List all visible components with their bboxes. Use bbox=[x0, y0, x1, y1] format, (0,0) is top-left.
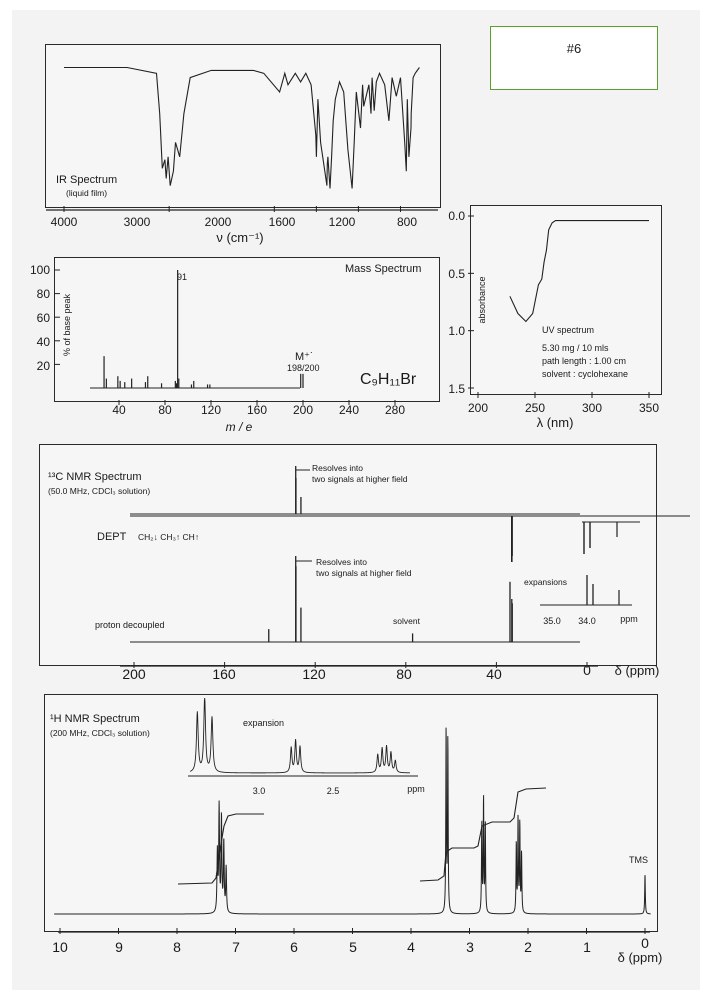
uv-xtick-0: 200 bbox=[467, 401, 489, 415]
ms-mplus-label: M⁺˙ bbox=[295, 351, 314, 363]
uv-note-line-1: path length : 1.00 cm bbox=[542, 356, 627, 366]
ms-xtick-2: 120 bbox=[200, 403, 222, 417]
c13-proton-decoupled: proton decoupled bbox=[95, 620, 165, 630]
problem-number: #6 bbox=[566, 41, 582, 56]
ms-xtick-4: 200 bbox=[292, 403, 314, 417]
uv-xlabel: λ (nm) bbox=[536, 415, 574, 430]
c13-resolves-top-1: Resolves into bbox=[312, 463, 364, 473]
ms-xtick-1: 80 bbox=[158, 403, 172, 417]
ms-title: Mass Spectrum bbox=[345, 263, 422, 275]
ms-xtick-5: 240 bbox=[338, 403, 360, 417]
ms-xtick-6: 280 bbox=[384, 403, 406, 417]
ir-xlabel: ν (cm⁻¹) bbox=[216, 230, 264, 245]
c13-exp-tick-0: 35.0 bbox=[543, 616, 561, 626]
h1-xtick-3: 7 bbox=[232, 939, 240, 955]
h1-exp-tick-0: 3.0 bbox=[252, 786, 266, 796]
ir-tick-4: 1200 bbox=[328, 215, 356, 229]
h1-integral-trace bbox=[178, 788, 546, 884]
ms-ytick-0: 100 bbox=[29, 263, 50, 277]
h1-xlabel: δ (ppm) bbox=[617, 950, 663, 965]
h1-xtick-6: 4 bbox=[407, 939, 415, 955]
c13-solvent-label: solvent bbox=[393, 616, 420, 626]
ms-xtick-0: 40 bbox=[112, 403, 126, 417]
ir-tick-0: 4000 bbox=[50, 215, 78, 229]
c13-resolves-mid-2: two signals at higher field bbox=[316, 568, 412, 578]
uv-xtick-3: 350 bbox=[638, 401, 660, 415]
h1-tms-label: TMS bbox=[629, 855, 648, 865]
uv-ylabel: absorbance bbox=[477, 276, 487, 324]
h1-xtick-8: 2 bbox=[524, 939, 532, 955]
c13-dept-legend: CH₂↓ CH₃↑ CH↑ bbox=[138, 532, 200, 542]
c13-xtick-0: 200 bbox=[122, 666, 146, 682]
h1-xtick-0: 10 bbox=[52, 939, 68, 955]
h1-exp-tick-2: ppm bbox=[407, 784, 425, 794]
h1-expansion-label: expansion bbox=[243, 718, 285, 728]
ir-subtitle: (liquid film) bbox=[66, 188, 108, 198]
uv-note-title: UV spectrum bbox=[542, 325, 595, 335]
uv-ytick-1: 0.5 bbox=[448, 267, 465, 281]
h1-exp-tick-1: 2.5 bbox=[326, 786, 340, 796]
uv-xtick-1: 250 bbox=[524, 401, 546, 415]
h1-title: ¹H NMR Spectrum bbox=[50, 713, 140, 725]
h1-spectrum-line bbox=[54, 728, 651, 914]
c13-xtick-3: 80 bbox=[396, 666, 412, 682]
c13-title: ¹³C NMR Spectrum bbox=[48, 471, 142, 483]
h1-xtick-4: 6 bbox=[290, 939, 298, 955]
ms-mplus-values: 198/200 bbox=[287, 363, 320, 373]
h1-xtick-9: 1 bbox=[583, 939, 591, 955]
c13-dept-label: DEPT bbox=[97, 531, 127, 543]
ir-spectrum-line bbox=[64, 68, 419, 189]
ms-peak-label: 91 bbox=[177, 272, 188, 282]
c13-xtick-5: 0 bbox=[583, 662, 591, 678]
c13-subtitle: (50.0 MHz, CDCl₃ solution) bbox=[48, 486, 151, 496]
h1-xtick-2: 8 bbox=[173, 939, 181, 955]
ir-tick-3: 1600 bbox=[268, 215, 296, 229]
uv-ytick-2: 1.0 bbox=[448, 324, 465, 338]
h1-xtick-7: 3 bbox=[466, 939, 474, 955]
c13-exp-tick-1: 34.0 bbox=[578, 616, 596, 626]
ms-xlabel: m / e bbox=[225, 420, 253, 434]
ir-tick-1: 3000 bbox=[123, 215, 151, 229]
uv-note-line-0: 5.30 mg / 10 mls bbox=[542, 343, 609, 353]
ms-formula: C₉H₁₁Br bbox=[360, 371, 417, 388]
uv-spectrum-line bbox=[510, 221, 649, 322]
h1-xtick-1: 9 bbox=[115, 939, 123, 955]
ir-title: IR Spectrum bbox=[56, 174, 118, 186]
c13-xlabel: δ (ppm) bbox=[614, 663, 660, 678]
c13-xtick-4: 40 bbox=[486, 666, 502, 682]
uv-xtick-2: 300 bbox=[581, 401, 603, 415]
ms-ytick-1: 80 bbox=[36, 287, 50, 301]
ir-tick-2: 2000 bbox=[204, 215, 232, 229]
ms-ytick-4: 20 bbox=[36, 359, 50, 373]
h1-subtitle: (200 MHz, CDCl₃ solution) bbox=[50, 728, 150, 738]
h1-xtick-5: 5 bbox=[349, 939, 357, 955]
c13-resolves-top-2: two signals at higher field bbox=[312, 474, 408, 484]
ms-ytick-3: 40 bbox=[36, 335, 50, 349]
h1-xtick-10: 0 bbox=[641, 935, 649, 951]
ms-ytick-2: 60 bbox=[36, 311, 50, 325]
c13-xtick-1: 160 bbox=[212, 666, 236, 682]
ms-xtick-3: 160 bbox=[246, 403, 268, 417]
uv-ytick-0: 0.0 bbox=[448, 209, 465, 223]
c13-xtick-2: 120 bbox=[302, 666, 326, 682]
c13-resolves-mid-1: Resolves into bbox=[316, 557, 368, 567]
uv-note-line-2: solvent : cyclohexane bbox=[542, 369, 629, 379]
ir-tick-5: 800 bbox=[396, 215, 418, 229]
ms-ylabel: % of base peak bbox=[62, 293, 72, 357]
c13-expansions-label: expansions bbox=[524, 577, 568, 587]
uv-ytick-3: 1.5 bbox=[448, 382, 465, 396]
h1-expansion-line bbox=[190, 698, 410, 773]
c13-exp-tick-2: ppm bbox=[620, 614, 638, 624]
